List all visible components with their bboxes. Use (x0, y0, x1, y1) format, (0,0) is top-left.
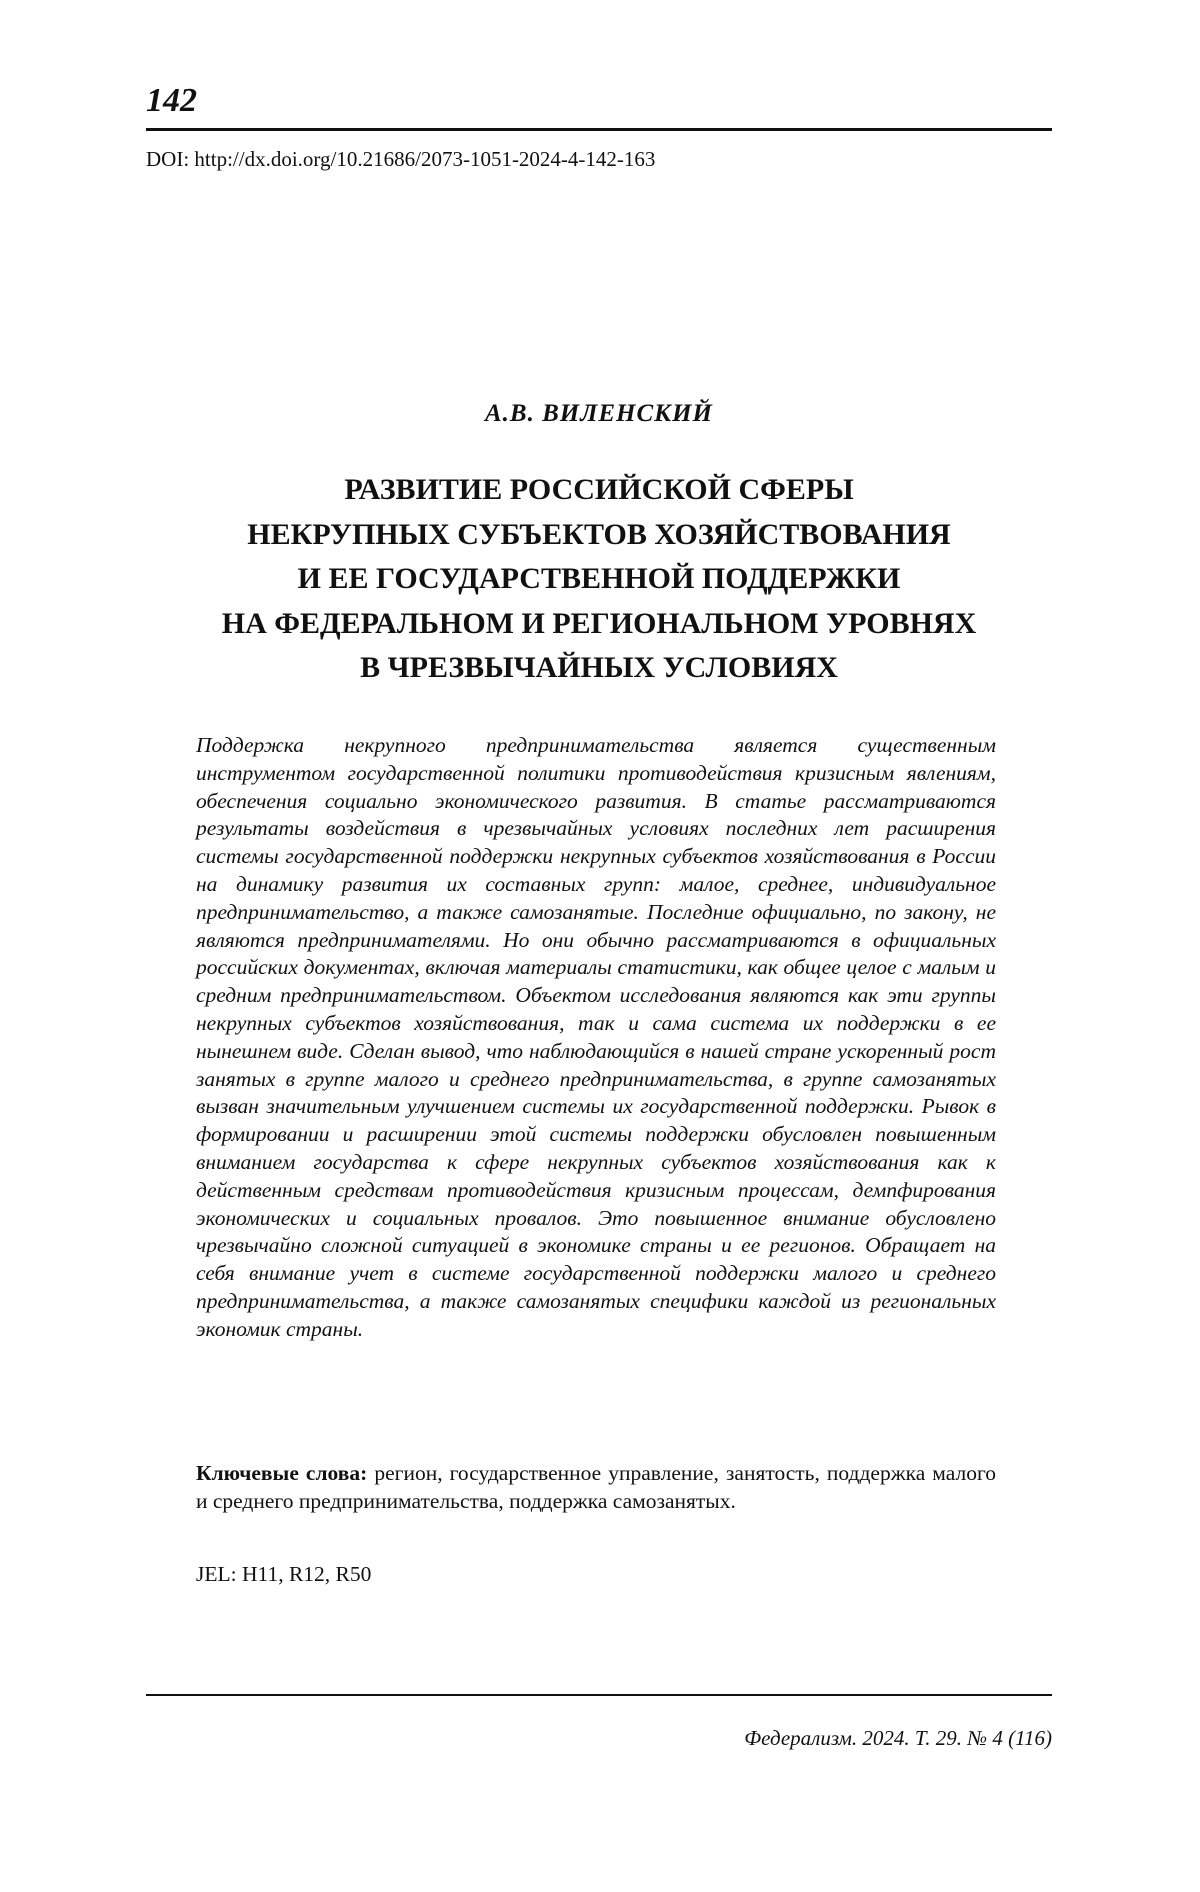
abstract-text: Поддержка некрупного предпринимательства является существенным инструментом государственной политики противодействия кризисным явлениям, обеспечения социально экономического развития. В статье рассматриваются результаты воздействия в чрезвычайных условиях последних лет расширения системы государственной поддержки некрупных субъектов хозяйствования в России на динамику развития их составных групп: малое, среднее, индивидуальное предпринимательство, а также самозанятые. Последние официально, по закону, не являются предпринимателями. Но они обычно рассматриваются в официальных российских документах, включая материалы статистики, как общее целое с малым и средним предпринимательством. Объектом исследования являются как эти группы некрупных субъектов хозяйствования, так и сама система их поддержки в ее нынешнем виде. Сделан вывод, что наблюдающийся в нашей стране ускоренный рост занятых в группе малого и среднего предпринимательства, в группе самозанятых вызван значительным улучшением системы их государственной поддержки. Рывок в формировании и расширении этой системы поддержки обусловлен повышенным вниманием государства к сфере некрупных субъектов хозяйствования как к действенным средствам противодействия кризисным процессам, демпфирования экономических и социальных провалов. Это повышенное внимание обусловлено чрезвычайно сложной ситуацией в экономике страны и ее регионов. Обращает на себя внимание учет в системе государственной поддержки малого и среднего предпринимательства, а также самозанятых специфики каждой из региональных экономик страны. (196, 732, 996, 1344)
title-line-5: В ЧРЕЗВЫЧАЙНЫХ УСЛОВИЯХ (146, 646, 1052, 691)
doi-link[interactable]: DOI: http://dx.doi.org/10.21686/2073-1051-2024-4-142-163 (146, 147, 655, 172)
title-line-3: И ЕЕ ГОСУДАРСТВЕННОЙ ПОДДЕРЖКИ (146, 557, 1052, 602)
page-number: 142 (146, 84, 197, 118)
article-title (146, 468, 1052, 691)
title-line-2: НЕКРУПНЫХ СУБЪЕКТОВ ХОЗЯЙСТВОВАНИЯ (146, 513, 1052, 558)
header-divider (146, 128, 1052, 131)
footer-divider (146, 1694, 1052, 1696)
keywords-block (196, 1460, 996, 1516)
keywords-text: регион, государственное управление, занятость, поддержка малого и среднего предпринимательства, поддержка самозанятых. (196, 1461, 996, 1513)
author-name: А.В. ВИЛЕНСКИЙ (146, 400, 1052, 428)
jel-codes: JEL: H11, R12, R50 (196, 1562, 371, 1588)
journal-citation: Федерализм. 2024. Т. 29. № 4 (116) (744, 1726, 1052, 1751)
keywords-label: Ключевые слова: (196, 1461, 367, 1485)
title-line-1: РАЗВИТИЕ РОССИЙСКОЙ СФЕРЫ (146, 468, 1052, 513)
title-line-4: НА ФЕДЕРАЛЬНОМ И РЕГИОНАЛЬНОМ УРОВНЯХ (146, 602, 1052, 647)
